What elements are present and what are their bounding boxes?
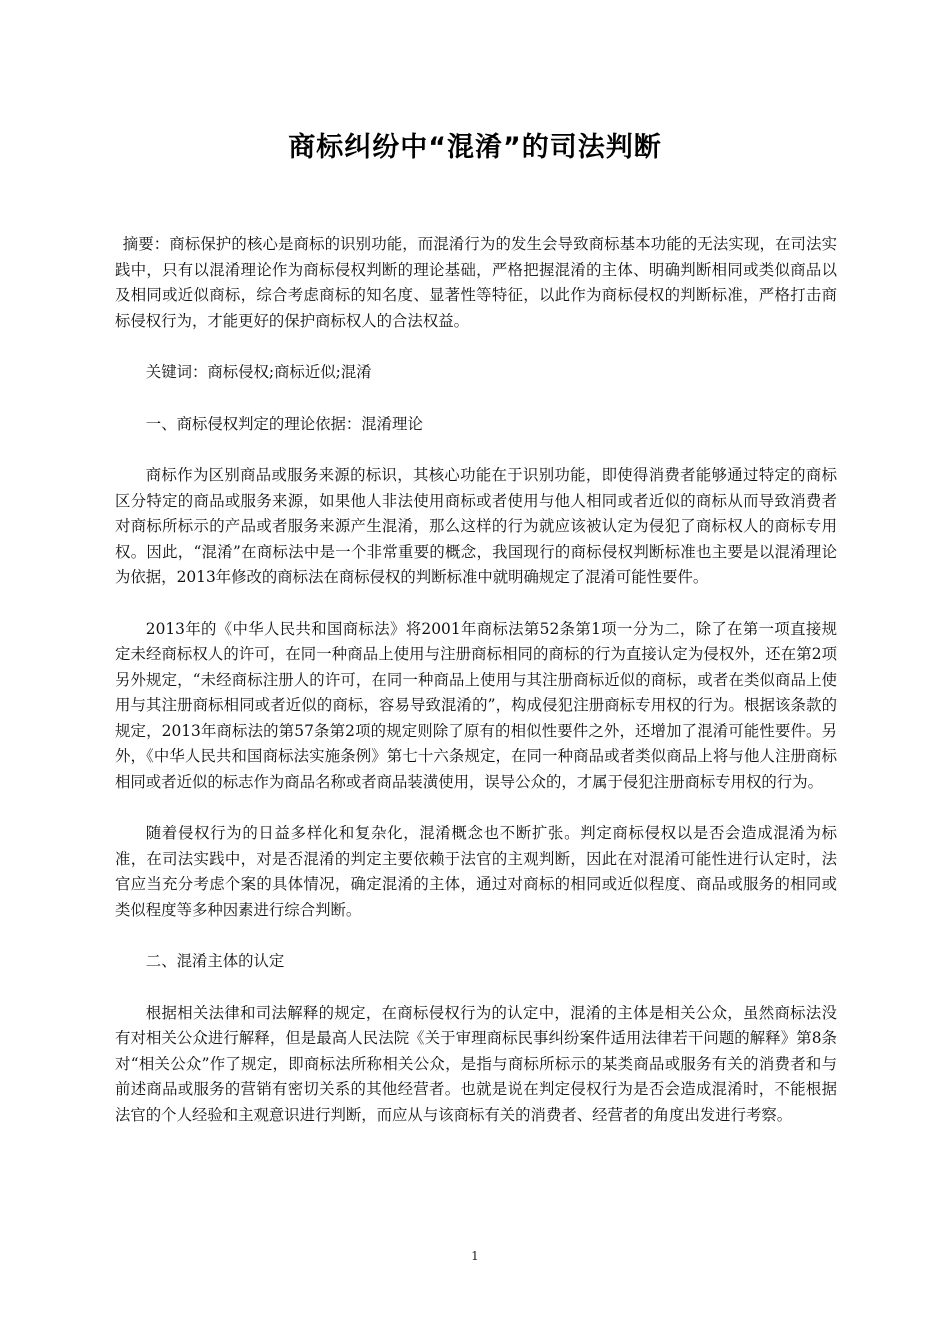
section-heading-2: 二、混淆主体的认定 bbox=[145, 952, 285, 970]
body-paragraph-1: 商标作为区别商品或服务来源的标识，其核心功能在于识别功能，即使得消费者能够通过特定的商标区分特定的商品或服务来源，如果他人非法使用商标或者使用与他人相同或者近似的商标从而导致消费者对商标所标示的产品或者服务来源产生混淆，那么这样的行为就应该被认定为侵犯了商标权人的商标专用权。因此，“混淆”在商标法中是一个非常重要的概念，我国现行的商标侵权判断标准也主要是以混淆理论为依据，2013年修改的商标法在商标侵权的判断标准中就明确规定了混淆可能性要件。 bbox=[115, 466, 837, 586]
section-heading-1: 一、商标侵权判定的理论依据：混淆理论 bbox=[145, 414, 423, 433]
document-body bbox=[115, 232, 837, 1154]
keywords-line: 关键词：商标侵权;商标近似;混淆 bbox=[145, 363, 372, 381]
body-paragraph-3: 随着侵权行为的日益多样化和复杂化，混淆概念也不断扩张。判定商标侵权以是否会造成混淆为标准，在司法实践中，对是否混淆的判定主要依赖于法官的主观判断，因此在对混淆可能性进行认定时，法官应当充分考虑个案的具体情况，确定混淆的主体，通过对商标的相同或近似程度、商品或服务的相同或类似程度等多种因素进行综合判断。 bbox=[115, 824, 837, 919]
body-paragraph-4: 根据相关法律和司法解释的规定，在商标侵权行为的认定中，混淆的主体是相关公众，虽然商标法没有对相关公众进行解释，但是最高人民法院《关于审理商标民事纠纷案件适用法律若干问题的解释》第8条对“相关公众”作了规定，即商标法所称相关公众，是指与商标所标示的某类商品或服务有关的消费者和与前述商品或服务的营销有密切关系的其他经营者。也就是说在判定侵权行为是否会造成混淆时，不能根据法官的个人经验和主观意识进行判断，而应从与该商标有关的消费者、经营者的角度出发进行考察。 bbox=[115, 1003, 837, 1124]
page-number: 1 bbox=[471, 1249, 479, 1263]
body-paragraph-2: 2013年的《中华人民共和国商标法》将2001年商标法第52条第1项一分为二，除了在第一项直接规定未经商标权人的许可，在同一种商品上使用与注册商标相同的商标的行为直接认定为侵权外，还在第2项另外规定，“未经商标注册人的许可，在同一种商品上使用与其注册商标近似的商标，或者在类似商品上使用与其注册商标相同或者近似的商标，容易导致混淆的”，构成侵犯注册商标专用权的行为。根据该条款的规定，2013年商标法的第57条第2项的规定则除了原有的相似性要件之外，还增加了混淆可能性要件。另外，《中华人民共和国商标法实施条例》第七十六条规定，在同一种商品或者类似商品上将与他人注册商标相同或者近似的标志作为商品名称或者商品装潢使用，误导公众的，才属于侵犯注册商标专用权的行为。 bbox=[115, 619, 837, 791]
document-title: 商标纠纷中“混淆”的司法判断 bbox=[288, 132, 662, 163]
abstract-paragraph: 摘要：商标保护的核心是商标的识别功能，而混淆行为的发生会导致商标基本功能的无法实现，在司法实践中，只有以混淆理论作为商标侵权判断的理论基础，严格把握混淆的主体、明确判断相同或类似商品以及相同或近似商标，综合考虑商标的知名度、显著性等特征，以此作为商标侵权的判断标准，严格打击商标侵权行为，才能更好的保护商标权人的合法权益。 bbox=[115, 235, 837, 330]
